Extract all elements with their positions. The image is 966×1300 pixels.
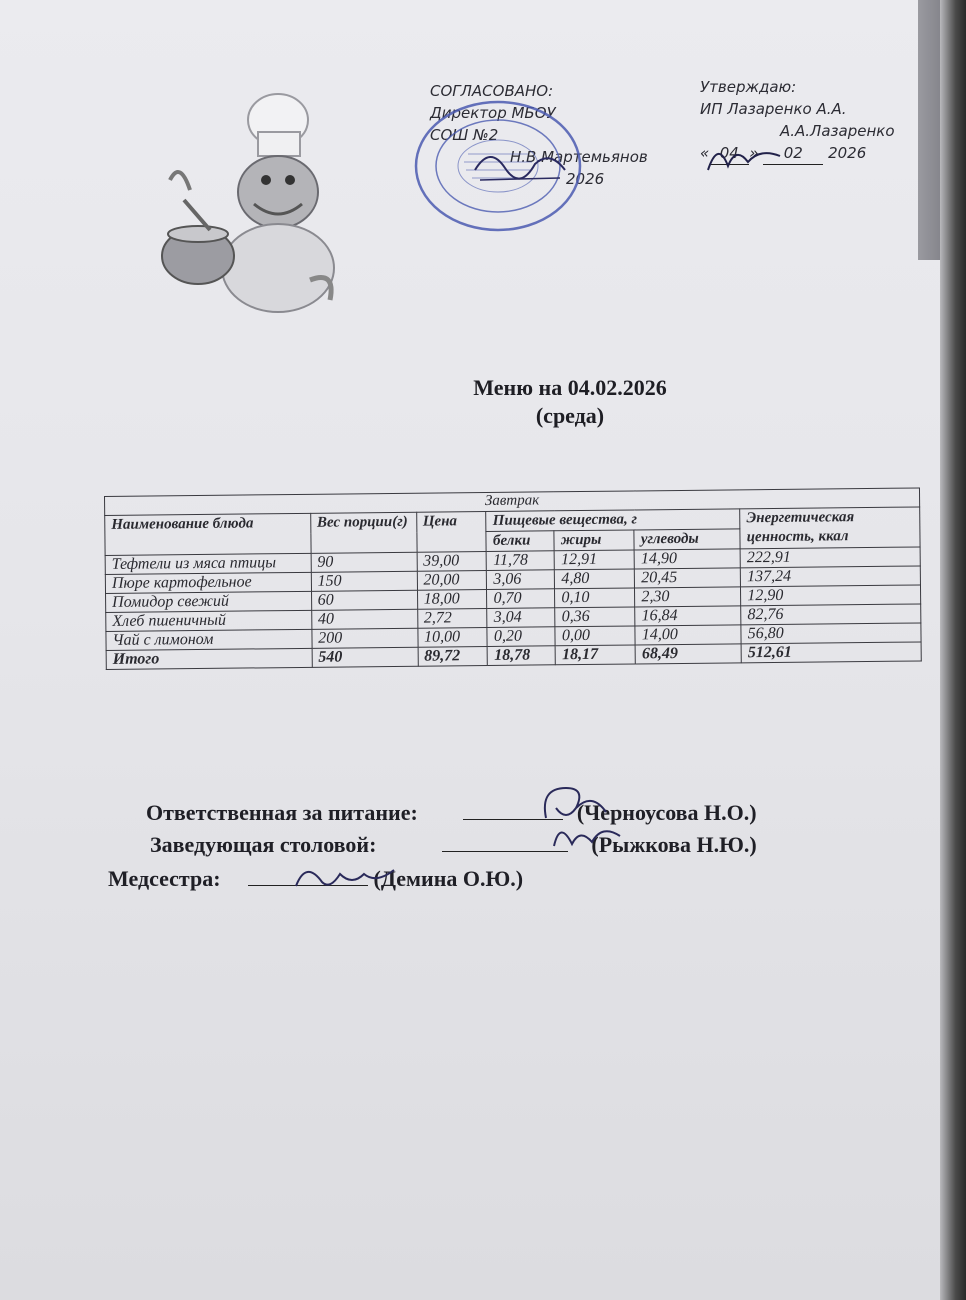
- dish-name: Тефтели из мяса птицы: [105, 553, 311, 574]
- approval-approve-date: « 04 » 02 2026: [700, 142, 895, 165]
- dish-name: Чай с лимоном: [106, 629, 312, 650]
- total-label: Итого: [106, 648, 312, 669]
- approval-month: 02: [763, 142, 823, 165]
- dish-fat: 0,36: [555, 607, 635, 627]
- dish-carbs: 14,90: [634, 549, 740, 569]
- canteen-name: (Рыжкова Н.Ю.): [591, 832, 757, 857]
- header-energy: Энергетическая ценность, ккал: [740, 507, 920, 549]
- approval-agreed-position: Директор МБОУ: [430, 104, 556, 122]
- approval-agreed-heading: СОГЛАСОВАНО:: [430, 82, 554, 100]
- dish-energy: 82,76: [741, 604, 921, 625]
- approval-approve-entrepreneur: ИП Лазаренко А.А.: [700, 100, 847, 118]
- dish-weight: 40: [311, 609, 417, 629]
- dish-carbs: 20,45: [635, 568, 741, 588]
- dish-weight: 200: [312, 628, 418, 648]
- dish-protein: 3,06: [487, 570, 555, 590]
- dish-fat: 4,80: [555, 569, 635, 589]
- nurse-signature: [290, 856, 400, 896]
- dish-price: 18,00: [417, 589, 487, 609]
- dish-protein: 0,20: [487, 627, 555, 647]
- dish-name: Пюре картофельное: [105, 572, 311, 593]
- section-breakfast: Завтрак: [105, 488, 920, 516]
- dish-protein: 3,04: [487, 608, 555, 628]
- signature-canteen: [150, 832, 757, 858]
- menu-title: [380, 374, 760, 430]
- dish-energy: 56,80: [741, 623, 921, 644]
- signature-responsible: [146, 800, 757, 826]
- total-carbs: 68,49: [635, 644, 741, 664]
- dish-price: 20,00: [417, 570, 487, 590]
- nurse-label: Медсестра:: [108, 866, 221, 891]
- approval-year: 2026: [828, 144, 867, 162]
- dish-carbs: 14,00: [635, 625, 741, 645]
- menu-title-date: Меню на 04.02.2026: [473, 375, 667, 400]
- dish-weight: 90: [311, 552, 417, 572]
- page-edge-shadow: [940, 0, 966, 1300]
- approval-agreed-school: СОШ №2: [430, 126, 499, 144]
- dish-energy: 12,90: [741, 585, 921, 606]
- dish-fat: 0,00: [555, 626, 635, 646]
- director-signature: [470, 140, 570, 190]
- nurse-name: (Демина О.Ю.): [373, 866, 524, 891]
- total-price: 89,72: [418, 646, 488, 666]
- dish-protein: 0,70: [487, 589, 555, 609]
- dish-protein: 11,78: [487, 551, 555, 571]
- dish-fat: 0,10: [555, 588, 635, 608]
- header-nutrients: Пищевые вещества, г: [486, 509, 740, 532]
- dish-price: 10,00: [417, 627, 487, 647]
- dish-energy: 137,24: [740, 566, 920, 587]
- canteen-signature: [546, 814, 626, 854]
- dish-fat: 12,91: [555, 550, 635, 570]
- total-weight: 540: [312, 647, 418, 667]
- dish-name: Хлеб пшеничный: [106, 610, 312, 631]
- total-protein: 18,78: [488, 646, 556, 666]
- total-energy: 512,61: [741, 642, 921, 663]
- menu-table: [104, 487, 922, 670]
- canteen-label: Заведующая столовой:: [150, 832, 377, 857]
- dish-name: Помидор свежий: [106, 591, 312, 612]
- approval-agreed-signer: Н.В.Мартемьянов: [510, 148, 648, 166]
- dish-weight: 150: [311, 571, 417, 591]
- responsible-name: (Черноусова Н.О.): [576, 800, 757, 825]
- total-fat: 18,17: [555, 645, 635, 665]
- header-dish-name: Наименование блюда: [105, 513, 311, 555]
- approval-agreed-year: 2026: [566, 170, 605, 188]
- approval-day: 04: [709, 142, 749, 165]
- responsible-label: Ответственная за питание:: [146, 800, 418, 825]
- dish-price: 2,72: [417, 608, 487, 628]
- approval-approve-signer: А.А.Лазаренко: [780, 122, 895, 140]
- header-portion-weight: Вес порции(г): [310, 512, 416, 553]
- chef-illustration: [150, 80, 350, 320]
- dish-energy: 222,91: [740, 547, 920, 568]
- dish-carbs: 2,30: [635, 587, 741, 607]
- entrepreneur-signature: [704, 136, 784, 176]
- header-fat: жиры: [554, 530, 634, 551]
- header-carbs: углеводы: [634, 529, 740, 550]
- dish-carbs: 16,84: [635, 606, 741, 626]
- approval-approve-heading: Утверждаю:: [700, 78, 797, 96]
- dish-price: 39,00: [417, 551, 487, 571]
- header-price: Цена: [416, 511, 486, 552]
- menu-title-weekday: (среда): [535, 403, 605, 428]
- header-protein: белки: [486, 531, 554, 552]
- dish-weight: 60: [311, 590, 417, 610]
